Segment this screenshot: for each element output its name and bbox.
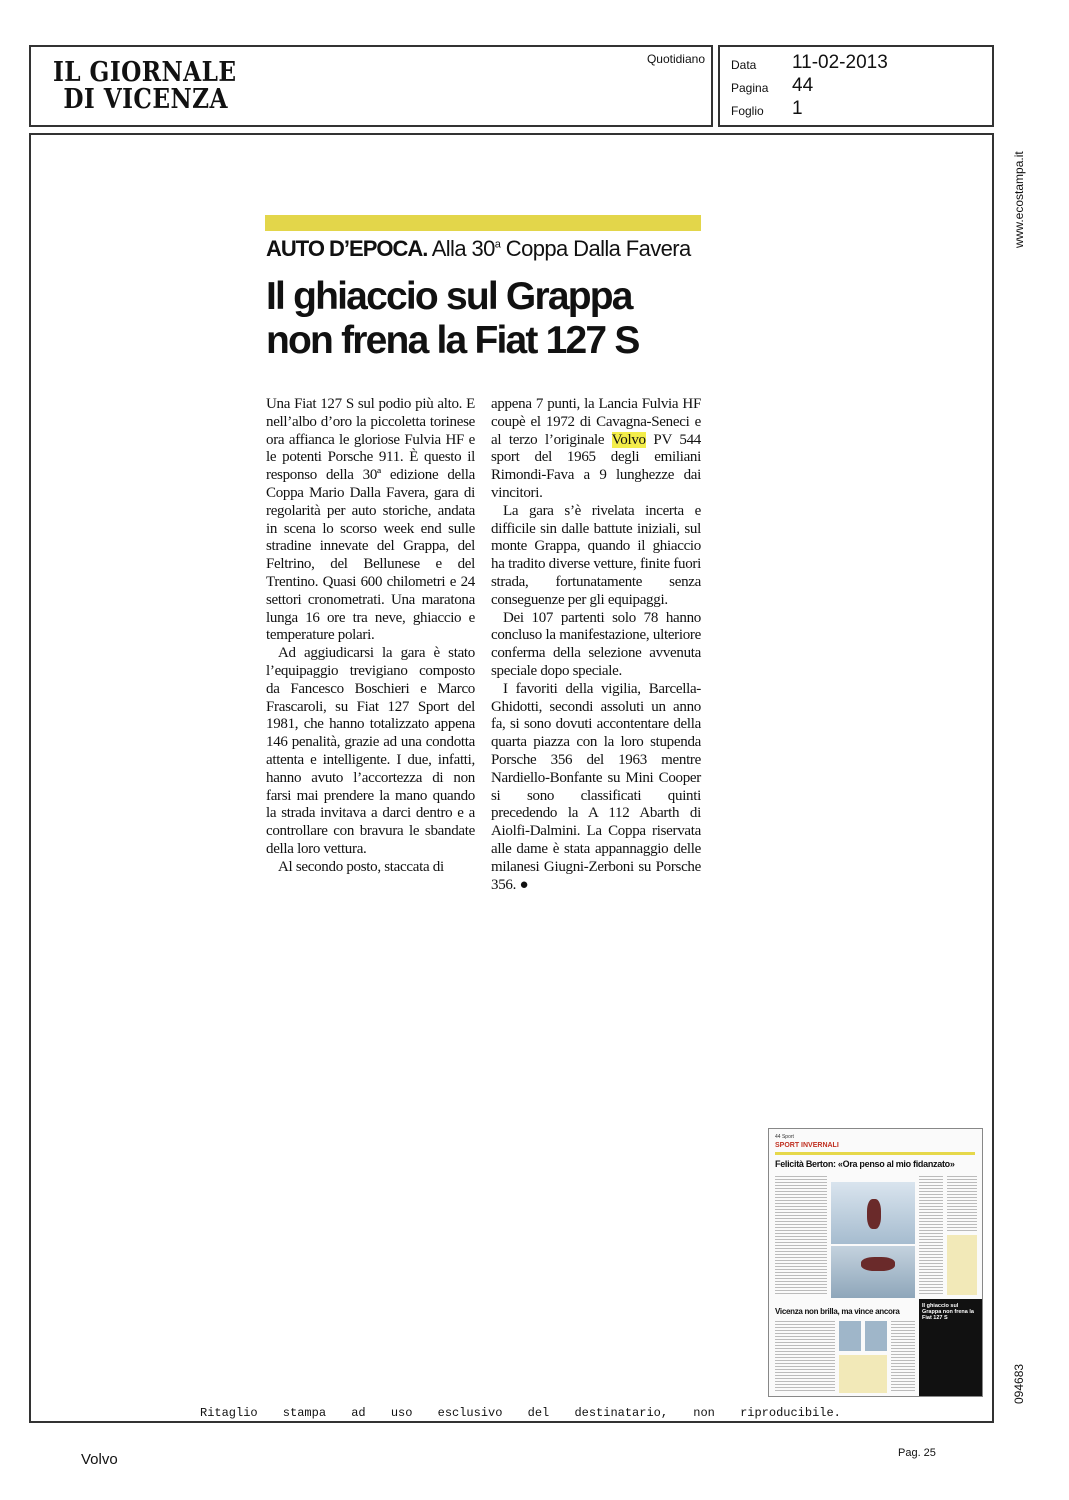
thumb-box xyxy=(947,1235,977,1295)
article-headline xyxy=(266,275,706,363)
highlighted-keyword: Volvo xyxy=(611,431,646,448)
meta-date-value: 11-02-2013 xyxy=(792,52,888,73)
masthead-line-1: IL GIORNALE xyxy=(53,57,237,88)
search-keyword: Volvo xyxy=(81,1451,118,1468)
page-number: Pag. 25 xyxy=(898,1447,936,1459)
thumb-figure xyxy=(861,1257,895,1271)
thumb-text-block xyxy=(775,1176,827,1296)
thumb-figure xyxy=(867,1199,881,1229)
clipping-notice: Ritaglio stampa ad uso esclusivo del destinatario, non riproducibile. xyxy=(200,1406,841,1420)
kicker-sup: a xyxy=(494,238,501,251)
thumb-text-block xyxy=(775,1321,835,1393)
newspaper-header xyxy=(29,45,713,127)
thumb-section: SPORT INVERNALI xyxy=(775,1142,839,1149)
kicker-post: Coppa Dalla Favera xyxy=(500,236,691,261)
article-column-1 xyxy=(266,396,475,877)
thumb-photo xyxy=(839,1321,861,1351)
meta-sheet-value: 1 xyxy=(792,98,803,119)
kicker-bar xyxy=(265,215,701,231)
kicker-pre: Alla 30 xyxy=(427,236,495,261)
side-url: www.ecostampa.it xyxy=(1012,151,1026,248)
masthead-logo xyxy=(53,59,236,113)
masthead-line-2: DI VICENZA xyxy=(63,84,228,115)
paragraph: Una Fiat 127 S sul podio più alto. E nell’albo d’oro la piccoletta torinese ora affianca le gloriose Fulvia HF e le potenti Porsche 911. È questo il responso della 30ª edizione della Coppa Mario Dalla Favera, gara di regolarità per auto storiche, andata in scena lo scorso week end sulle stradine innevate del Grappa, del Feltrino, del Bellunese e del Trentino. Quasi 600 chilometri e 24 settori cronometrati. Una maratona lunga 16 ore tra neve, ghiaccio e temperature polari. xyxy=(266,396,475,644)
thumb-highlight-title: Il ghiaccio sul Grappa non frena la Fiat 127 S xyxy=(922,1303,974,1321)
meta-sheet-label: Foglio xyxy=(731,104,764,118)
paragraph xyxy=(491,396,701,503)
meta-page-label: Pagina xyxy=(731,81,769,95)
page-thumbnail xyxy=(768,1128,983,1397)
thumb-box xyxy=(839,1355,887,1393)
text-span: appena 7 punti, la Lancia Fulvia HF coupè el 1972 di Cavagna-Seneci e al terzo l’originale xyxy=(491,396,701,448)
paragraph: I favoriti della vigilia, Barcella-Ghidotti, secondi assoluti un anno fa, si sono dovuti accontentare della quarta piazza con la loro stupenda Porsche 356 del 1963 mentre Nardiello-Bonfante su Mini Cooper si sono classificati quinti precedendo la A 112 Abarth di Aiolfi-Dalmini. La Coppa riservata alle dame è stata appannaggio delle milanesi Giugni-Zerboni su Porsche 356. ● xyxy=(491,680,701,893)
text-span: PV 544 sport del 1965 degli emiliani Rimondi-Fava a 9 lunghezze dai vincitori. xyxy=(491,431,701,501)
publication-type: Quotidiano xyxy=(646,52,705,66)
thumb-text-block xyxy=(919,1176,943,1296)
thumb-page-label: 44 Sport xyxy=(775,1134,794,1140)
meta-page-value: 44 xyxy=(792,75,814,96)
thumb-title-2: Vicenza non brilla, ma vince ancora xyxy=(775,1307,900,1316)
paragraph: Ad aggiudicarsi la gara è stato l’equipaggio trevigiano composto da Fancesco Boschieri e Marco Frascaroli, su Fiat 127 Sport del 1981, che hanno totalizzato appena 146 penalità, grazie ad una condotta attenta e intelligente. I due, infatti, hanno avuto l’accortezza di non farsi mai prendere la mano quando la strada invitava a darci dentro e a controllare con bravura le sbandate della loro vettura. xyxy=(266,645,475,857)
metadata-box xyxy=(718,45,994,127)
kicker-bold: AUTO D’EPOCA. xyxy=(266,236,428,261)
thumb-title: Felicità Berton: «Ora penso al mio fidanzato» xyxy=(775,1159,955,1169)
article-column-2 xyxy=(491,396,701,894)
thumb-text-block xyxy=(947,1176,977,1231)
thumb-text-block xyxy=(891,1321,915,1393)
headline-line-2: non frena la Fiat 127 S xyxy=(266,319,639,362)
meta-date-label: Data xyxy=(731,58,757,72)
paragraph: La gara s’è rivelata incerta e difficile sin dalle battute iniziali, sul monte Grappa, quando il ghiaccio ha tradito diverse vetture, finite fuori strada, fortunatamente senza conseguenze per gli equipaggi. xyxy=(491,502,701,608)
headline-line-1: Il ghiaccio sul Grappa xyxy=(266,275,632,318)
paragraph: Dei 107 partenti solo 78 hanno concluso la manifestazione, ulteriore conferma della selezione avvenuta speciale dopo speciale. xyxy=(491,609,701,679)
thumb-photo xyxy=(865,1321,887,1351)
thumb-photo xyxy=(831,1246,915,1298)
paragraph: Al secondo posto, staccata di xyxy=(278,858,444,875)
thumb-rule xyxy=(775,1152,975,1155)
side-code: 094683 xyxy=(1012,1363,1026,1404)
article-kicker xyxy=(266,236,691,262)
